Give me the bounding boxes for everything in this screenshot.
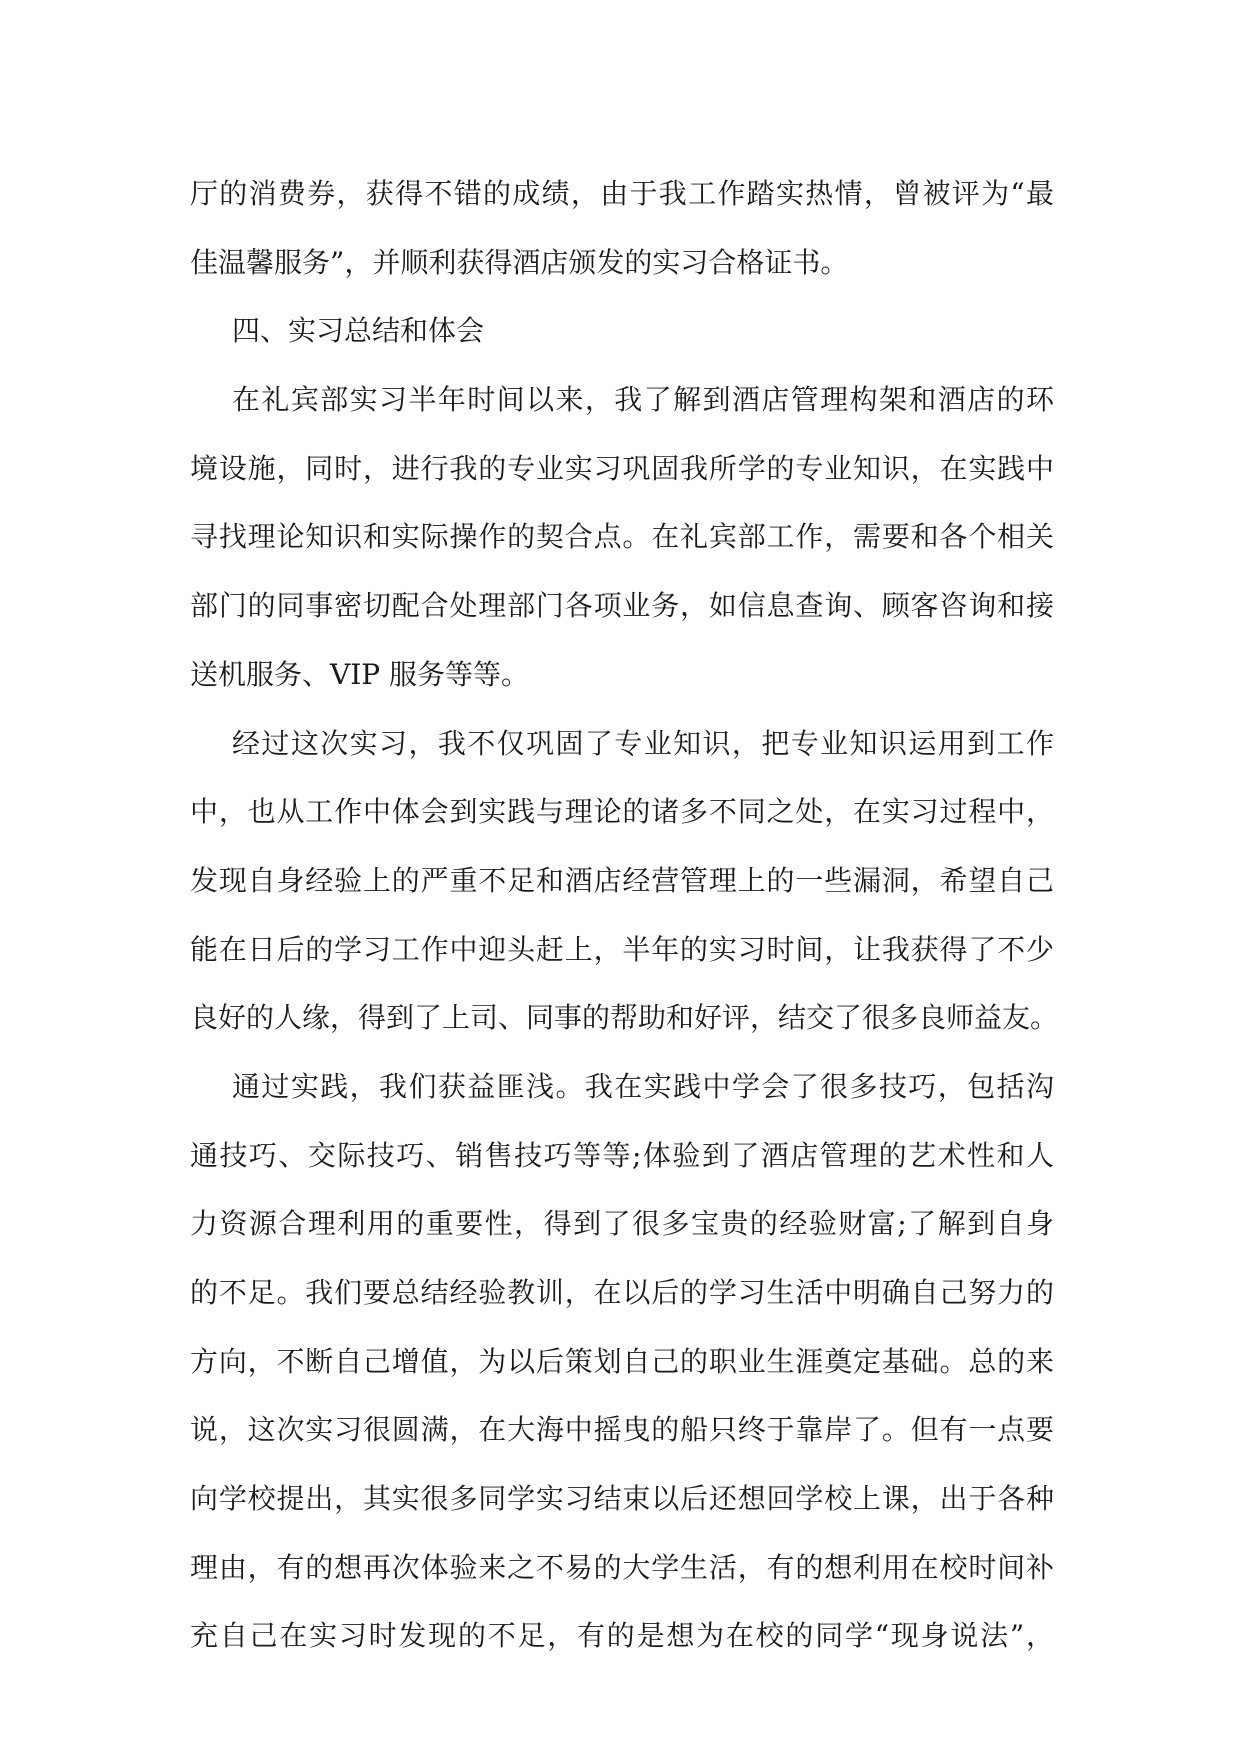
text-line: 向学校提出，其实很多同学实习结束以后还想回学校上课，出于各种 [190,1482,1054,1516]
text-line: 方向，不断自己增值，为以后策划自己的职业生涯奠定基础。总的来 [190,1344,1054,1378]
text-line: 说，这次实习很圆满，在大海中摇曳的船只终于靠岸了。但有一点要 [190,1413,1054,1447]
text-line: 寻找理论知识和实际操作的契合点。在礼宾部工作，需要和各个相关 [190,520,1054,554]
document-body [190,160,1059,1671]
text-line: 通技巧、交际技巧、销售技巧等等;体验到了酒店管理的艺术性和人 [190,1138,1054,1172]
text-line: 在礼宾部实习半年时间以来，我了解到酒店管理构架和酒店的环 [232,383,1054,417]
text-line: 四、实习总结和体会 [232,314,485,348]
text-line: 中，也从工作中体会到实践与理论的诸多不同之处，在实习过程中， [190,795,1054,829]
text-line: 良好的人缘，得到了上司、同事的帮助和好评，结交了很多良师益友。 [190,1001,1059,1035]
text-line: 的不足。我们要总结经验教训，在以后的学习生活中明确自己努力的 [190,1276,1054,1309]
text-line: 力资源合理利用的重要性，得到了很多宝贵的经验财富;了解到自身 [190,1207,1054,1241]
text-line: 佳温馨服务”，并顺利获得酒店颁发的实习合格证书。 [190,245,849,279]
text-line: 厅的消费券，获得不错的成绩，由于我工作踏实热情，曾被评为“最 [190,177,1054,210]
text-line: 送机服务、VIP 服务等等。 [190,657,530,691]
text-line: 发现自身经验上的严重不足和酒店经营管理上的一些漏洞，希望自己 [190,863,1054,897]
text-line: 通过实践，我们获益匪浅。我在实践中学会了很多技巧，包括沟 [232,1069,1054,1103]
text-line: 充自己在实习时发现的不足，有的是想为在校的同学“现身说法”， [190,1619,1054,1653]
text-line: 理由，有的想再次体验来之不易的大学生活，有的想利用在校时间补 [190,1550,1054,1584]
text-line: 部门的同事密切配合处理部门各项业务，如信息查询、顾客咨询和接 [190,589,1054,623]
text-line: 能在日后的学习工作中迎头赶上，半年的实习时间，让我获得了不少 [190,932,1054,966]
text-line: 境设施，同时，进行我的专业实习巩固我所学的专业知识，在实践中 [190,451,1054,485]
text-line: 经过这次实习，我不仅巩固了专业知识，把专业知识运用到工作 [232,726,1054,760]
